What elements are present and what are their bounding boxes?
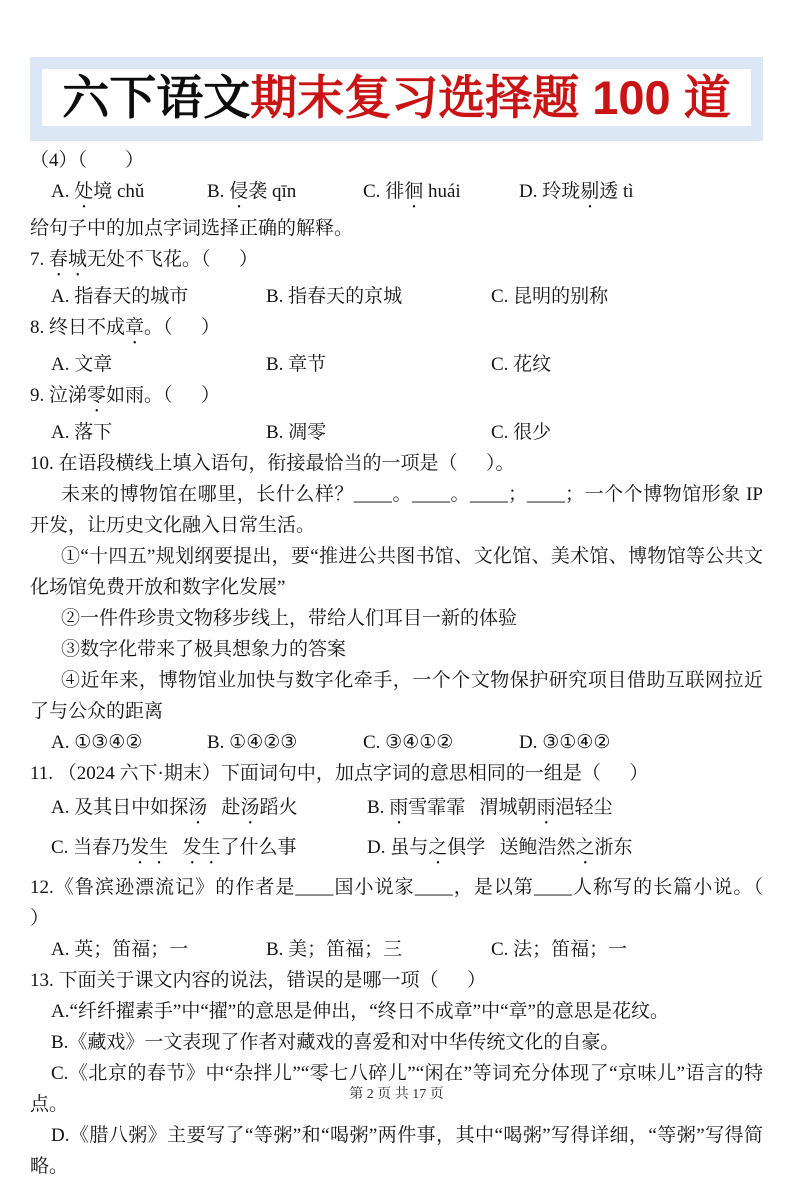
option-a (51, 792, 367, 829)
text-segment: ④近年来，博物馆业加快与数字化牵手，一个个文物保护研究项目借助互联网拉近了与公众的距离 (30, 670, 763, 722)
text-segment: B. (207, 181, 230, 202)
question-11-options-ab (30, 792, 763, 829)
option-c (51, 832, 367, 869)
text-segment: 。（ ） (144, 317, 221, 338)
text-segment: ①“十四五”规划纲要提出，要“推进公共图书馆、文化馆、美术馆、博物馆等公共文化场馆免费开放和数字化发展” (30, 546, 763, 598)
emphasized-text: 之 (428, 837, 448, 858)
option-d (367, 832, 633, 869)
option-b (207, 727, 363, 758)
text-segment: 给句子中的加点字词选择正确的解释。 (30, 218, 354, 239)
text-segment: B. 指春天的京城 (266, 286, 403, 307)
text-segment: 浙东 (594, 837, 633, 858)
text-segment: huái (423, 181, 461, 202)
emphasized-text: 发生 (130, 837, 169, 858)
emphasized-text: 剔 (580, 181, 600, 202)
text-segment: A. 落下 (51, 422, 113, 443)
text-segment: 10. 在语段横线上填入语句，衔接最恰当的一项是（ ）。 (30, 453, 515, 474)
option-b (266, 417, 491, 448)
text-segment: B. (367, 797, 390, 818)
page-footer: 第 2 页 共 17 页 (349, 1087, 444, 1102)
emphasized-text: 零 (87, 385, 107, 406)
emphasized-text: 春城 (49, 249, 88, 270)
emphasized-text: 汤 (240, 797, 260, 818)
emphasized-text: 发生 (182, 837, 221, 858)
text-segment: C. ③④①② (363, 732, 454, 753)
option-b (266, 281, 491, 312)
option-a (51, 727, 207, 758)
text-segment: 俱学 送鲍浩然 (447, 837, 576, 858)
text-segment: B. 美；笛福；三 (266, 939, 403, 960)
emphasized-text: 侵 (229, 181, 249, 202)
text-segment: 了什么事 (220, 837, 297, 858)
text-segment: C. 徘 (363, 181, 405, 202)
title-banner (30, 57, 763, 141)
text-segment: 境 chǔ (93, 181, 145, 202)
option-a (51, 349, 266, 380)
text-segment: 7. (30, 249, 49, 270)
option-b (266, 349, 491, 380)
text-segment: 12.《鲁滨逊漂流记》的作者是____国小说家____，是以第____人称写的长篇小说。（ ） (30, 877, 792, 929)
option-c (491, 934, 627, 965)
text-segment: B. ①④②③ (207, 732, 298, 753)
question-13-option-a (30, 996, 763, 1027)
option-c (491, 349, 551, 380)
option-a (51, 934, 266, 965)
question-11 (30, 758, 763, 789)
question-12 (30, 872, 792, 934)
option-b (266, 934, 491, 965)
text-segment: C. 花纹 (491, 354, 552, 375)
question-8 (30, 312, 763, 349)
option-a (51, 417, 266, 448)
text-segment: （4）（ ） (30, 150, 145, 171)
text-segment: 无处不飞花。（ ） (87, 249, 259, 270)
text-segment (168, 837, 182, 858)
emphasized-text: 汤 (188, 797, 208, 818)
text-segment: 如雨。（ ） (106, 385, 221, 406)
question-10-sentence-4 (30, 665, 763, 727)
question-10-sentence-3 (30, 634, 763, 665)
option-c (491, 281, 608, 312)
option-a (51, 176, 207, 213)
title-banner-inner (42, 69, 751, 126)
text-segment: A. 及其日中如探 (51, 797, 189, 818)
text-segment: 蹈火 (259, 797, 298, 818)
question-13-option-d (30, 1120, 763, 1182)
option-c (363, 176, 519, 213)
text-segment: 透 tì (599, 181, 634, 202)
text-segment: 9. 泣涕 (30, 385, 88, 406)
text-segment: C. 很少 (491, 422, 552, 443)
question-10-options (30, 727, 763, 758)
question-11-options-cd (30, 832, 763, 869)
text-segment: ③数字化带来了极具想象力的答案 (61, 639, 347, 660)
question-7-options (30, 281, 763, 312)
emphasized-text: 雨 (536, 797, 556, 818)
option-b (207, 176, 363, 213)
text-segment: 雪霏霏 渭城朝 (408, 797, 537, 818)
text-segment: C. 昆明的别称 (491, 286, 609, 307)
text-segment: A. (51, 181, 75, 202)
text-segment: D. 虽与 (367, 837, 429, 858)
emphasized-text: 处 (74, 181, 94, 202)
text-segment: A. 指春天的城市 (51, 286, 189, 307)
text-segment: C. 法；笛福；一 (491, 939, 628, 960)
text-segment: D.《腊八粥》主要写了“等粥”和“喝粥”两件事，其中“喝粥”写得详细，“等粥”写得简略。 (30, 1125, 763, 1177)
option-d (519, 727, 610, 758)
option-c (491, 417, 551, 448)
question6-pinyin-options (30, 176, 763, 213)
question-7 (30, 244, 763, 281)
text-segment: B. 章节 (266, 354, 327, 375)
title-text-red: 期末复习选择题 100 道 (250, 71, 731, 124)
text-segment: 13. 下面关于课文内容的说法，错误的是哪一项（ ） (30, 970, 487, 991)
question-10-passage-intro (30, 479, 768, 541)
option-a (51, 281, 266, 312)
text-segment: C.《北京的春节》中“杂拌儿”“零七八碎儿”“闲在”等词充分体现了“京味儿”语言的特点。 (30, 1063, 763, 1115)
question-10-sentence-1 (30, 541, 763, 603)
question-12-options (30, 934, 763, 965)
question-8-options (30, 349, 763, 380)
text-segment: 袭 qīn (248, 181, 297, 202)
emphasized-text: 之 (575, 837, 595, 858)
option-d (519, 176, 634, 213)
text-segment: 未来的博物馆在哪里，长什么样？____。____。____；____；一个个博物馆形象 IP 开发，让历史文化融入日常生活。 (30, 484, 768, 536)
text-segment: 8. 终日不成 (30, 317, 126, 338)
text-segment: D. 玲珑 (519, 181, 581, 202)
text-segment: B.《藏戏》一文表现了作者对藏戏的喜爱和对中华传统文化的自豪。 (51, 1032, 620, 1053)
question-9-options (30, 417, 763, 448)
question-10 (30, 448, 763, 479)
question6-item4 (30, 145, 763, 176)
option-b (367, 792, 613, 829)
title-text-black: 六下语文 (62, 71, 251, 124)
text-segment: B. 凋零 (266, 422, 327, 443)
text-segment: C. 当春乃 (51, 837, 131, 858)
question-13-option-b (30, 1027, 763, 1058)
text-segment: 浥轻尘 (555, 797, 613, 818)
question-13 (30, 965, 763, 996)
text-segment: 11. （2024 六下·期末）下面词句中，加点字词的意思相同的一组是（ ） (30, 763, 649, 784)
document-body (30, 145, 792, 1182)
section-instruction (30, 213, 763, 244)
question-10-sentence-2 (30, 603, 763, 634)
text-segment: A. 英；笛福；一 (51, 939, 189, 960)
option-c (363, 727, 519, 758)
text-segment: ②一件件珍贵文物移步线上，带给人们耳目一新的体验 (61, 608, 518, 629)
text-segment: A. ①③④② (51, 732, 143, 753)
emphasized-text: 章 (125, 317, 145, 338)
text-segment: D. ③①④② (519, 732, 611, 753)
text-segment: 赴 (207, 797, 241, 818)
text-segment: A. 文章 (51, 354, 113, 375)
text-segment: A.“纤纤擢素手”中“擢”的意思是伸出，“终日不成章”中“章”的意思是花纹。 (51, 1001, 669, 1022)
question-9 (30, 380, 763, 417)
emphasized-text: 雨 (389, 797, 409, 818)
emphasized-text: 徊 (404, 181, 424, 202)
